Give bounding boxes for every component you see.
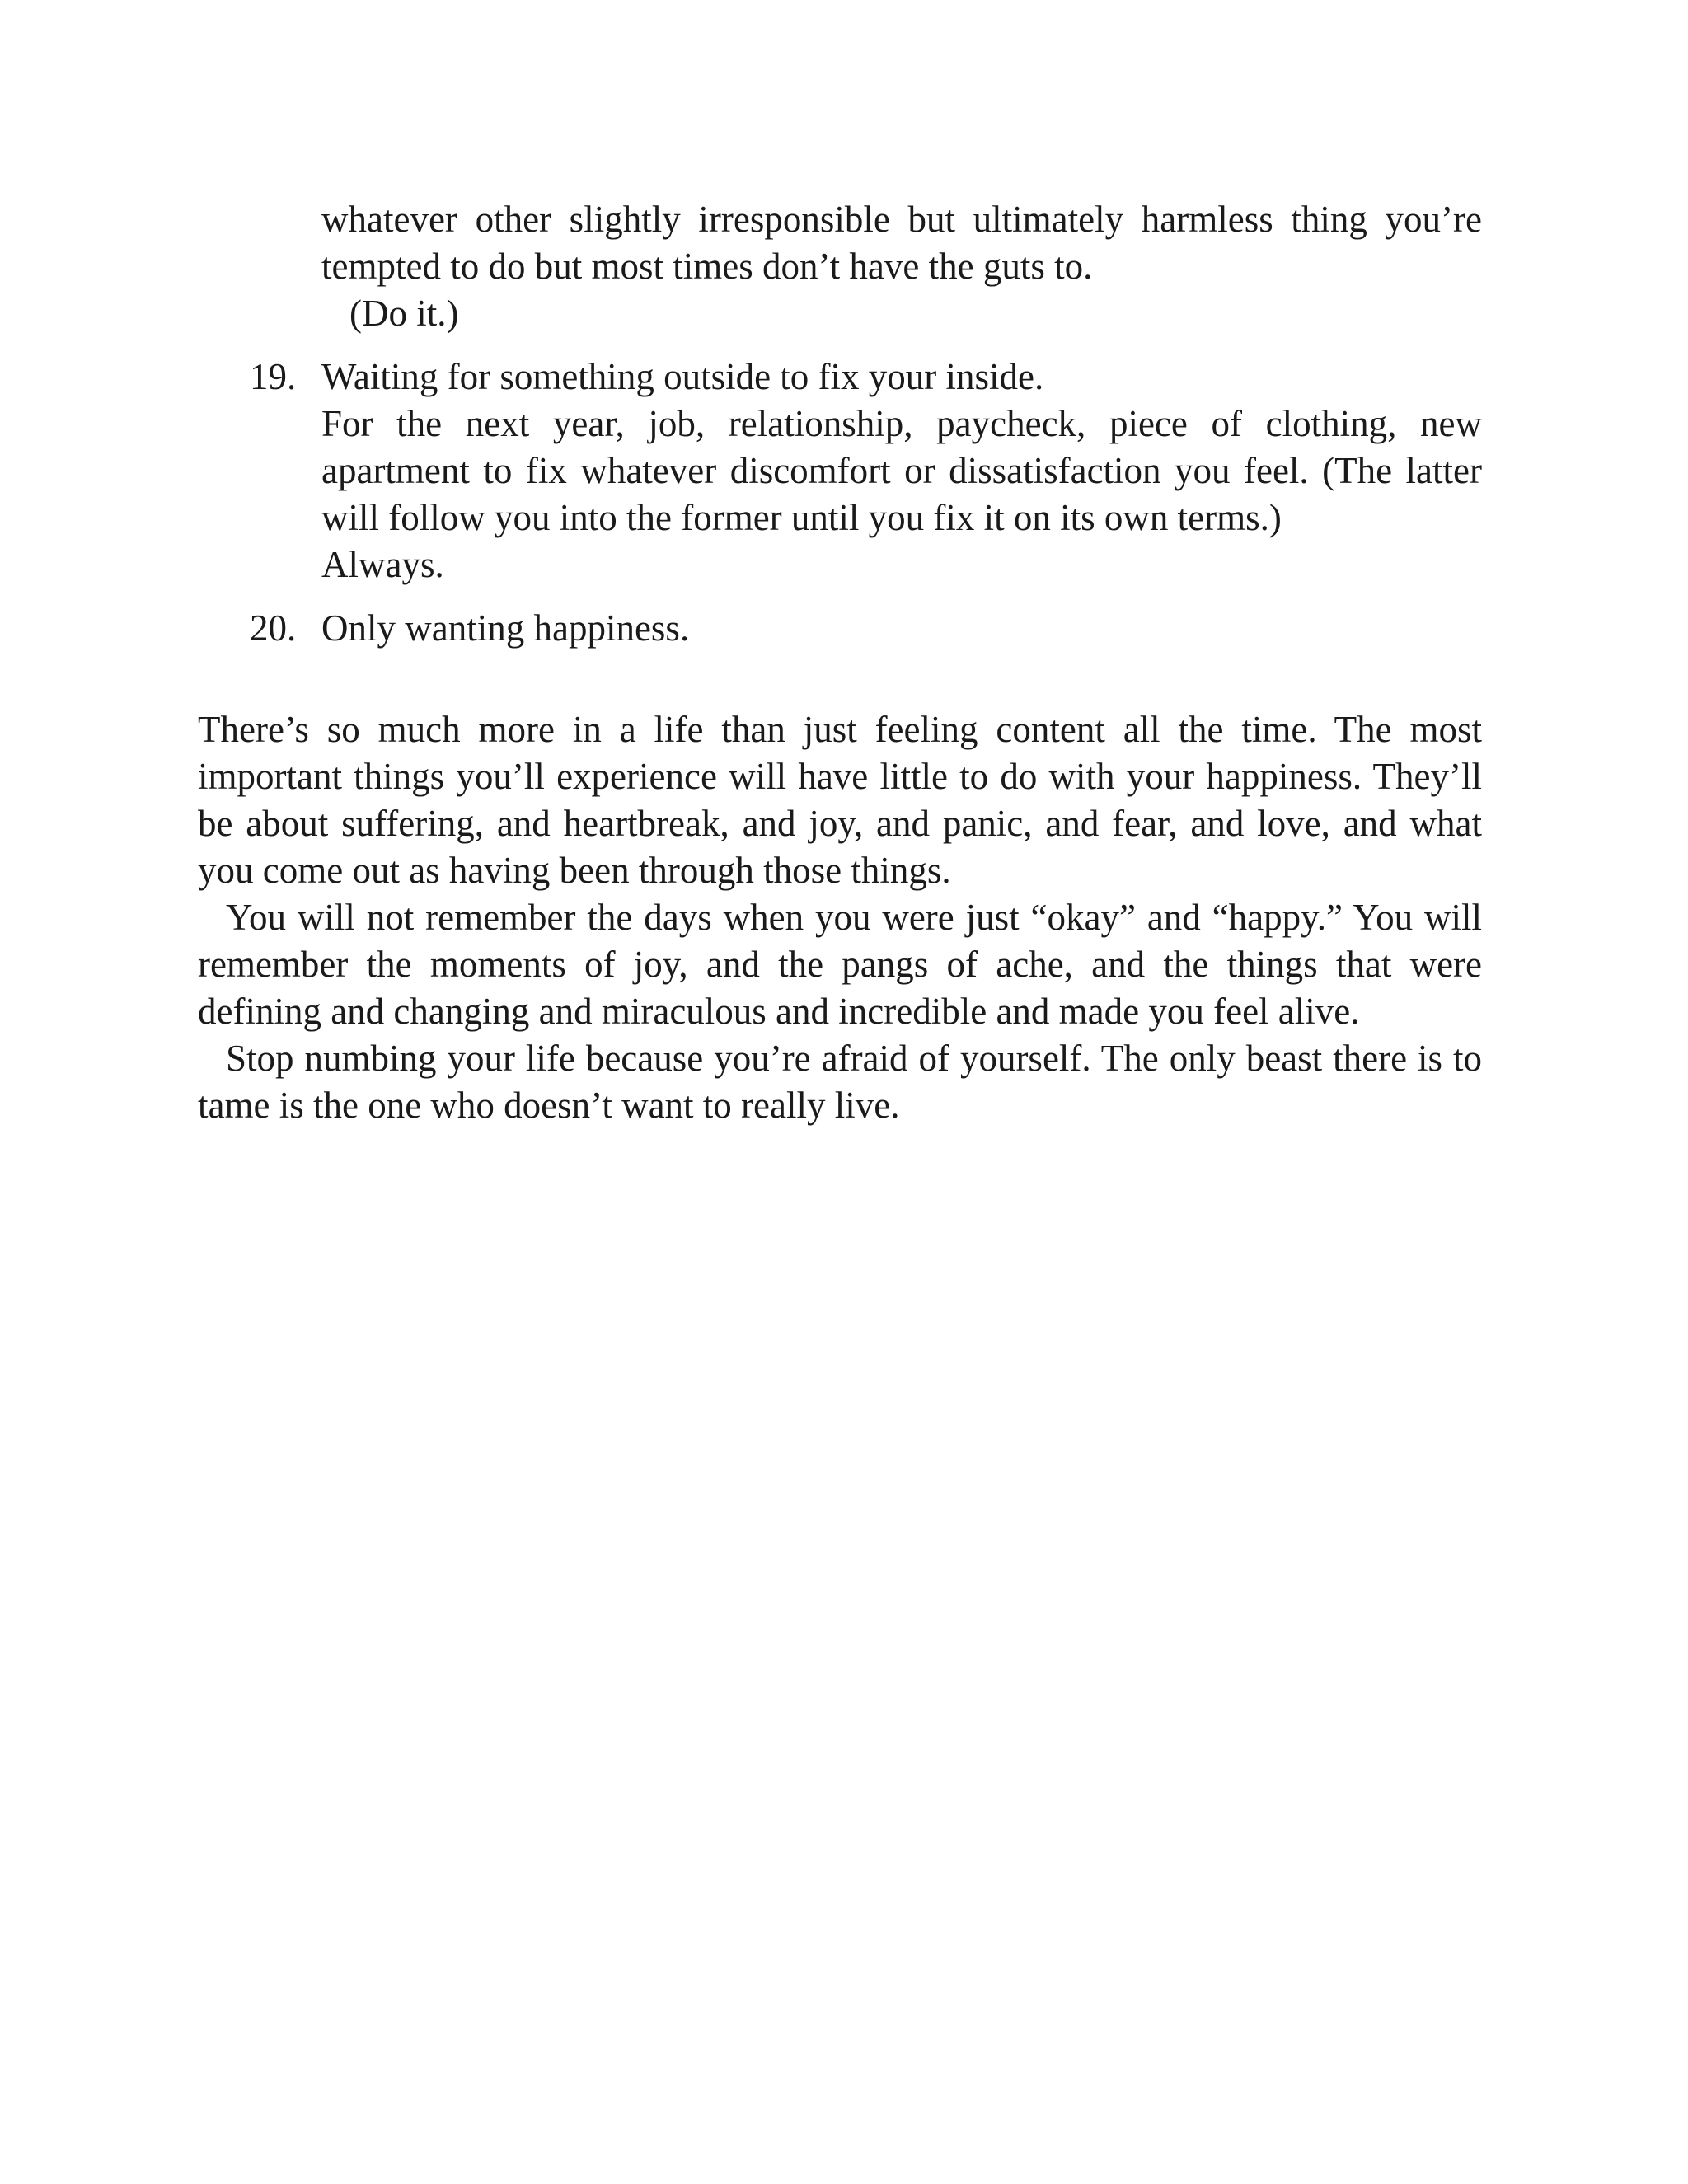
document-page <box>198 196 1482 1129</box>
closing-essay <box>198 706 1482 1129</box>
continuation-aside: (Do it.) <box>349 293 459 334</box>
continuation-text: whatever other slightly irresponsible but ultimately harmless thing you’re tempted to do but most times don’t have the guts to. <box>321 199 1482 287</box>
list-item-continuation <box>321 196 1482 337</box>
list-item-19 <box>198 354 1482 588</box>
list-item-heading: Waiting for something outside to fix your inside. <box>321 356 1044 397</box>
list-item-20 <box>198 605 1482 652</box>
list-item-text: For the next year, job, relationship, paycheck, piece of clothing, new apartment to fix whatever discomfort or dissatisfaction you feel. (The latter will follow you into the former until you fix it on its own terms.) <box>321 403 1482 538</box>
paragraph-2: You will not remember the days when you were just “okay” and “happy.” You will remember the moments of joy, and the pangs of ache, and the things that were defining and changing and miraculous and incredible and made you feel alive. <box>198 897 1482 1032</box>
paragraph-3: Stop numbing your life because you’re afraid of yourself. The only beast there is to tame is the one who doesn’t want to really live. <box>198 1038 1482 1126</box>
list-item-number: 19. <box>250 356 297 397</box>
list-item-heading: Only wanting happiness. <box>321 607 690 649</box>
list-item-body <box>321 605 1482 652</box>
paragraph-1: There’s so much more in a life than just feeling content all the time. The most important things you’ll experience will have little to do with your happiness. They’ll be about suffering, and heartbreak, and joy, and panic, and fear, and love, and what you come out as having been through those things. <box>198 709 1482 891</box>
list-item-closing: Always. <box>321 544 444 585</box>
list-item-number: 20. <box>250 607 297 649</box>
list-item-body <box>321 354 1482 588</box>
